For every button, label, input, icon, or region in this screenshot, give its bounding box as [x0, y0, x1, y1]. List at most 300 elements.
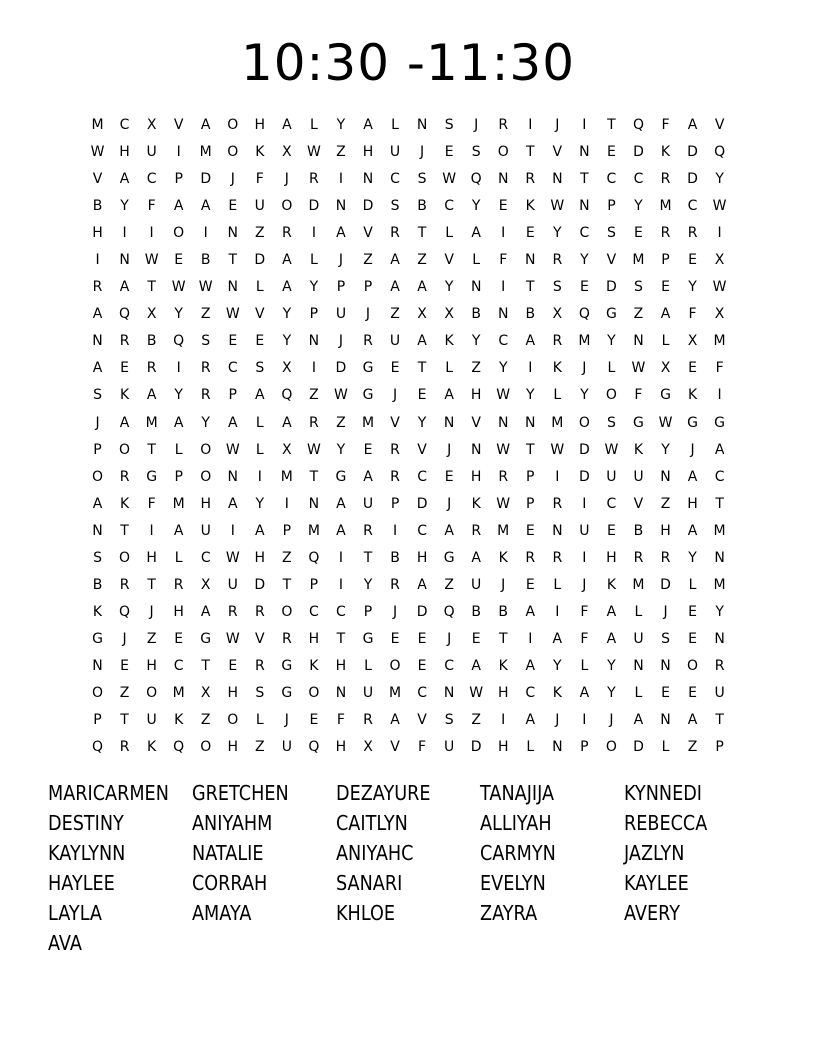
grid-letter: A [336, 495, 346, 512]
grid-letter: R [281, 225, 292, 242]
grid-letter: W [469, 684, 484, 701]
grid-letter: B [417, 198, 427, 215]
grid-letter: L [309, 117, 318, 133]
grid-letter: L [255, 414, 264, 431]
grid-letter: U [362, 684, 374, 701]
grid-letter: I [528, 630, 533, 647]
grid-letter: C [444, 198, 455, 215]
grid-letter: L [255, 441, 264, 458]
grid-letter: E [498, 198, 508, 215]
word-list-item: HAYLEE [48, 871, 115, 895]
word-list-item: CAITLYN [336, 811, 408, 835]
grid-letter: Y [525, 387, 535, 404]
grid-letter: J [447, 495, 452, 512]
grid-row [84, 139, 734, 166]
grid-letter: J [95, 414, 100, 431]
grid-letter: Y [471, 198, 481, 215]
grid-letter: W [306, 441, 321, 458]
grid-letter: P [309, 576, 319, 593]
grid-letter: N [497, 171, 509, 188]
grid-letter: R [687, 225, 698, 242]
grid-letter: M [713, 522, 726, 539]
grid-letter: H [362, 144, 374, 161]
grid-letter: V [255, 306, 265, 323]
grid-letter: E [471, 630, 481, 647]
grid-letter: P [93, 712, 102, 729]
grid-letter: Q [470, 171, 482, 188]
grid-letter: N [227, 279, 238, 296]
grid-letter: I [501, 712, 506, 729]
grid-letter: H [227, 739, 239, 756]
grid-letter: J [149, 603, 154, 620]
grid-letter: C [417, 468, 427, 485]
grid-letter: R [660, 225, 671, 242]
grid-letter: O [605, 739, 617, 756]
grid-letter: E [525, 225, 535, 242]
grid-letter: T [715, 712, 724, 729]
grid-letter: Z [633, 306, 644, 323]
grid-letter: Y [580, 387, 589, 404]
grid-letter: D [200, 171, 212, 188]
word-list-item: REBECCA [624, 811, 708, 835]
grid-letter: Z [444, 576, 454, 593]
grid-letter: I [338, 171, 344, 188]
grid-letter: O [200, 468, 212, 485]
grid-letter: Q [119, 306, 131, 323]
grid-letter: Z [417, 252, 427, 269]
grid-letter: W [171, 279, 186, 296]
grid-letter: K [660, 144, 671, 161]
grid-letter: F [661, 117, 670, 133]
grid-letter: C [606, 495, 617, 512]
grid-letter: G [281, 684, 293, 701]
grid-letter: E [255, 333, 265, 350]
grid-letter: Y [174, 387, 183, 404]
grid-letter: J [284, 712, 289, 729]
grid-row [84, 599, 734, 626]
grid-letter: G [146, 468, 158, 485]
word-list-item: AVA [48, 931, 82, 955]
grid-letter: K [552, 360, 562, 377]
grid-letter: D [578, 468, 590, 485]
grid-letter: H [119, 144, 130, 161]
grid-letter: N [470, 279, 482, 296]
grid-letter: M [713, 333, 726, 350]
grid-letter: R [660, 549, 671, 566]
word-list-item: AVERY [624, 901, 681, 925]
grid-letter: R [309, 171, 319, 188]
grid-letter: Y [120, 198, 129, 215]
grid-letter: S [606, 414, 616, 431]
grid-letter: E [174, 630, 184, 647]
grid-letter: Z [336, 144, 346, 161]
grid-letter: C [200, 549, 211, 566]
grid-letter: M [659, 198, 672, 215]
grid-letter: D [416, 603, 428, 620]
grid-row [84, 734, 734, 761]
grid-letter: V [606, 252, 617, 269]
grid-letter: I [176, 144, 181, 161]
grid-letter: A [92, 360, 103, 377]
grid-letter: S [606, 225, 616, 242]
grid-letter: K [174, 712, 184, 729]
grid-letter: C [390, 171, 400, 188]
grid-letter: Q [308, 549, 320, 566]
grid-letter: U [444, 739, 455, 756]
grid-letter: X [200, 684, 211, 701]
grid-letter: S [417, 171, 427, 188]
word-list-item: JAZLYN [624, 841, 685, 865]
grid-letter: N [633, 657, 644, 674]
page-title: 10:30 -11:30 [240, 34, 576, 92]
grid-letter: R [227, 603, 238, 620]
grid-letter: L [174, 441, 183, 458]
grid-letter: I [392, 522, 398, 539]
grid-letter: T [580, 171, 589, 188]
grid-letter: V [471, 414, 481, 431]
grid-letter: A [363, 117, 373, 133]
grid-letter: K [444, 333, 454, 350]
grid-letter: N [470, 441, 482, 458]
grid-letter: W [604, 441, 619, 458]
grid-letter: W [225, 630, 240, 647]
grid-letter: N [308, 495, 320, 512]
grid-letter: I [230, 522, 235, 539]
grid-letter: T [147, 279, 156, 296]
grid-letter: W [225, 306, 240, 323]
grid-letter: A [173, 414, 184, 431]
grid-letter: I [338, 549, 344, 566]
grid-letter: H [254, 117, 266, 133]
grid-row [84, 464, 734, 491]
grid-letter: X [146, 306, 157, 323]
grid-letter: W [712, 279, 727, 296]
grid-letter: A [336, 522, 346, 539]
grid-letter: S [471, 144, 481, 161]
grid-letter: E [444, 468, 454, 485]
grid-letter: U [389, 333, 401, 350]
word-list-item: KAYLEE [624, 871, 689, 895]
grid-letter: R [363, 712, 373, 729]
grid-letter: O [200, 739, 212, 756]
grid-letter: J [392, 603, 398, 620]
grid-letter: K [633, 441, 644, 458]
grid-letter: X [146, 117, 157, 133]
grid-letter: I [501, 225, 506, 242]
grid-letter: E [309, 712, 319, 729]
grid-row [84, 707, 734, 734]
grid-letter: T [147, 576, 156, 593]
grid-letter: R [660, 171, 671, 188]
grid-letter: S [255, 360, 265, 377]
grid-letter: J [690, 441, 695, 458]
grid-letter: E [661, 684, 670, 701]
grid-letter: H [146, 549, 157, 566]
grid-letter: T [715, 495, 724, 512]
grid-row [84, 491, 734, 518]
grid-letter: A [525, 712, 536, 729]
grid-letter: A [255, 522, 265, 539]
grid-letter: G [633, 414, 644, 431]
grid-letter: Q [173, 333, 185, 350]
grid-letter: T [525, 441, 535, 458]
grid-letter: A [227, 495, 238, 512]
grid-letter: W [306, 144, 321, 161]
grid-letter: R [119, 333, 130, 350]
grid-letter: L [364, 657, 372, 674]
grid-letter: A [606, 630, 617, 647]
grid-letter: L [255, 279, 264, 296]
grid-letter: E [444, 144, 454, 161]
grid-letter: E [688, 360, 697, 377]
grid-letter: E [525, 522, 535, 539]
grid-letter: B [92, 198, 103, 215]
grid-letter: M [551, 414, 564, 431]
word-list-item: AMAYA [192, 901, 252, 925]
grid-letter: O [92, 468, 104, 485]
grid-letter: O [119, 549, 131, 566]
grid-letter: I [149, 522, 154, 539]
grid-letter: A [390, 279, 400, 296]
grid-letter: R [552, 495, 563, 512]
grid-letter: Q [632, 117, 644, 133]
grid-letter: U [362, 495, 374, 512]
grid-letter: R [363, 522, 373, 539]
grid-letter: F [418, 739, 427, 756]
grid-letter: R [146, 360, 157, 377]
grid-row [84, 437, 734, 464]
grid-letter: Y [580, 252, 589, 269]
grid-letter: Z [146, 630, 157, 647]
grid-letter: H [497, 684, 509, 701]
grid-letter: N [119, 252, 130, 269]
grid-letter: Z [255, 225, 265, 242]
grid-letter: I [717, 387, 722, 404]
grid-letter: U [146, 712, 157, 729]
grid-letter: U [200, 522, 211, 539]
grid-letter: H [92, 225, 103, 242]
word-list-item: KYNNEDI [624, 781, 703, 805]
grid-row [84, 301, 734, 328]
word-list-item: KAYLYNN [48, 841, 126, 865]
grid-letter: I [203, 225, 208, 242]
grid-letter: R [525, 171, 536, 188]
grid-letter: J [392, 387, 398, 404]
grid-letter: N [227, 468, 238, 485]
grid-letter: R [119, 576, 130, 593]
grid-letter: I [501, 279, 506, 296]
grid-letter: Z [200, 712, 211, 729]
grid-letter: Q [92, 739, 104, 756]
grid-letter: O [687, 657, 699, 674]
grid-letter: A [390, 712, 400, 729]
grid-letter: H [606, 549, 617, 566]
grid-letter: W [496, 441, 511, 458]
grid-letter: J [582, 360, 587, 377]
grid-letter: E [120, 657, 129, 674]
grid-letter: R [498, 117, 509, 133]
grid-letter: A [200, 198, 211, 215]
grid-letter: E [417, 630, 427, 647]
grid-letter: C [498, 333, 509, 350]
grid-letter: Y [417, 414, 427, 431]
grid-letter: N [552, 739, 563, 756]
grid-letter: V [92, 171, 103, 188]
grid-letter: N [416, 117, 428, 133]
word-list-item: EVELYN [480, 871, 546, 895]
grid-letter: N [92, 657, 103, 674]
grid-letter: D [335, 360, 347, 377]
grid-letter: F [255, 171, 264, 188]
grid-letter: B [471, 306, 481, 323]
grid-letter: W [442, 171, 457, 188]
grid-letter: A [525, 603, 536, 620]
grid-letter: L [634, 603, 643, 620]
grid-letter: M [388, 684, 402, 701]
grid-letter: D [687, 144, 698, 161]
grid-letter: F [499, 252, 508, 269]
grid-row [84, 518, 734, 545]
grid-letter: T [525, 144, 535, 161]
grid-row [84, 166, 734, 193]
grid-letter: C [444, 657, 455, 674]
grid-letter: K [525, 198, 535, 215]
grid-letter: Y [607, 684, 616, 701]
grid-letter: H [335, 657, 347, 674]
grid-letter: O [389, 657, 401, 674]
grid-letter: Z [390, 306, 400, 323]
grid-letter: A [471, 657, 481, 674]
grid-letter: L [553, 576, 562, 593]
grid-letter: Y [634, 198, 643, 215]
word-list-item: LAYLA [48, 901, 102, 925]
grid-row [84, 545, 734, 572]
grid-row [84, 328, 734, 355]
grid-letter: J [582, 576, 587, 593]
grid-letter: T [607, 117, 616, 133]
grid-letter: T [282, 576, 292, 593]
grid-letter: U [606, 468, 617, 485]
grid-letter: P [607, 198, 616, 215]
grid-letter: Z [336, 414, 346, 431]
grid-letter: L [526, 739, 535, 756]
grid-letter: Y [688, 549, 697, 566]
grid-letter: I [555, 468, 560, 485]
grid-letter: Q [443, 603, 455, 620]
grid-letter: M [145, 414, 158, 431]
grid-letter: Q [119, 603, 131, 620]
grid-letter: V [417, 712, 427, 729]
grid-letter: O [227, 712, 239, 729]
word-list [48, 778, 768, 958]
grid-letter: W [144, 252, 159, 269]
grid-letter: K [119, 387, 130, 404]
grid-letter: Y [201, 414, 210, 431]
grid-letter: A [119, 414, 130, 431]
grid-letter: W [225, 441, 240, 458]
grid-letter: V [390, 739, 400, 756]
grid-letter: V [390, 414, 400, 431]
grid-letter: M [361, 414, 375, 431]
grid-letter: A [444, 387, 454, 404]
grid-letter: C [579, 225, 590, 242]
grid-letter: M [280, 468, 293, 485]
grid-letter: A [200, 117, 211, 133]
grid-letter: E [525, 576, 535, 593]
grid-letter: A [471, 225, 481, 242]
word-list-item: ANIYAHC [336, 841, 414, 865]
grid-letter: S [552, 279, 562, 296]
grid-letter: A [417, 279, 427, 296]
grid-letter: A [714, 441, 725, 458]
grid-letter: S [444, 117, 454, 133]
grid-letter: A [471, 549, 481, 566]
grid-letter: F [634, 387, 643, 404]
grid-letter: R [173, 576, 184, 593]
grid-letter: R [119, 468, 130, 485]
grid-letter: I [176, 360, 181, 377]
grid-letter: U [633, 630, 644, 647]
grid-letter: N [579, 144, 590, 161]
grid-letter: O [605, 387, 617, 404]
grid-row [84, 274, 734, 301]
grid-letter: M [199, 144, 212, 161]
grid-letter: X [660, 360, 671, 377]
grid-letter: O [227, 117, 239, 133]
grid-letter: C [687, 198, 698, 215]
grid-letter: J [555, 117, 560, 133]
grid-letter: R [498, 468, 509, 485]
grid-letter: B [633, 522, 644, 539]
grid-letter: I [95, 252, 100, 269]
grid-letter: A [579, 684, 590, 701]
grid-letter: Z [471, 712, 481, 729]
grid-letter: S [255, 684, 265, 701]
grid-letter: O [281, 198, 293, 215]
word-list-item: TANAJIJA [480, 781, 555, 805]
grid-letter: L [309, 252, 318, 269]
grid-letter: Z [119, 684, 130, 701]
grid-letter: L [445, 360, 454, 377]
grid-letter: O [119, 441, 131, 458]
grid-letter: E [120, 360, 129, 377]
grid-letter: A [282, 252, 292, 269]
grid-letter: P [174, 468, 183, 485]
grid-letter: N [335, 198, 347, 215]
grid-letter: W [90, 144, 105, 161]
grid-letter: M [632, 576, 645, 593]
grid-letter: W [550, 198, 565, 215]
grid-letter: Y [553, 225, 562, 242]
grid-letter: Y [336, 441, 346, 458]
grid-letter: B [498, 603, 509, 620]
grid-letter: C [525, 684, 536, 701]
grid-letter: I [582, 712, 587, 729]
grid-letter: L [661, 333, 670, 350]
grid-letter: N [525, 414, 536, 431]
grid-letter: I [149, 225, 154, 242]
grid-letter: Z [363, 252, 373, 269]
grid-letter: Q [714, 144, 726, 161]
grid-letter: T [228, 252, 238, 269]
grid-letter: A [173, 522, 184, 539]
grid-letter: P [93, 441, 102, 458]
grid-letter: P [363, 279, 373, 296]
grid-letter: X [363, 739, 373, 756]
grid-letter: P [174, 171, 183, 188]
grid-letter: V [255, 630, 265, 647]
grid-letter: T [120, 522, 129, 539]
